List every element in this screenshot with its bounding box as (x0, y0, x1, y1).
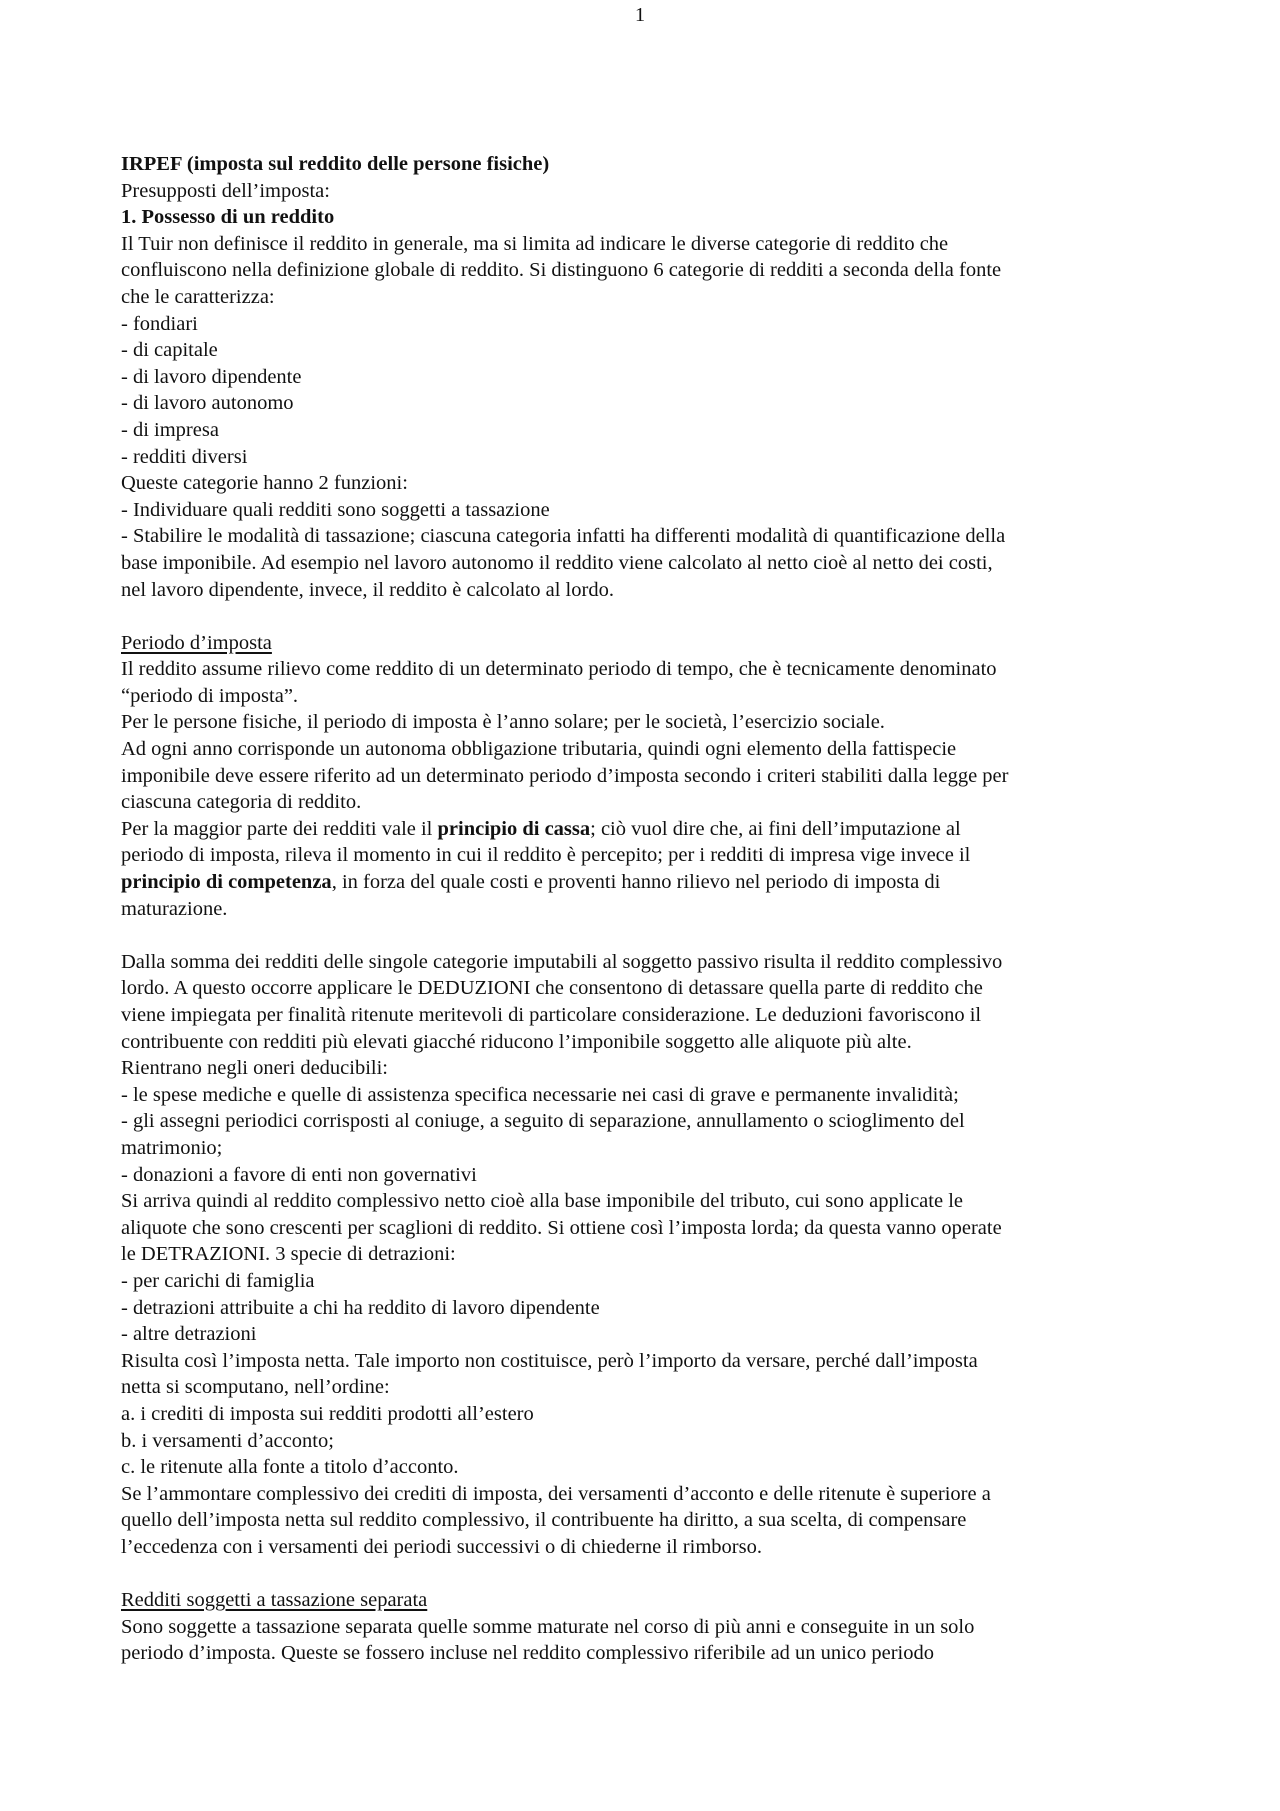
text-line: le DETRAZIONI. 3 specie di detrazioni: (121, 1243, 456, 1266)
cassa-paragraph (121, 816, 1166, 922)
text-line: matrimonio; (121, 1136, 223, 1159)
principio-cassa-term: principio di cassa (437, 817, 591, 840)
text-line: Risulta così l’imposta netta. Tale importo non costituisce, però l’importo da versare, perché dall’imposta (121, 1349, 978, 1372)
document-body (121, 151, 1166, 1667)
text-line: lordo. A questo occorre applicare le DEDUZIONI che consentono di detassare quella parte di reddito che (121, 977, 983, 1000)
text-line: viene impiegata per finalità ritenute meritevoli di particolare considerazione. Le deduzioni favoriscono il (121, 1004, 982, 1026)
section-heading-possesso: 1. Possesso di un reddito (121, 206, 335, 229)
list-item: - Individuare quali redditi sono soggetti a tassazione (121, 498, 550, 521)
list-item: c. le ritenute alla fonte a titolo d’acconto. (121, 1456, 459, 1479)
text-line: “periodo di imposta”. (121, 684, 299, 707)
text-line: Il reddito assume rilievo come reddito di un determinato periodo di tempo, che è tecnicamente denominato (121, 658, 997, 681)
text-line: netta si scomputano, nell’ordine: (121, 1376, 390, 1399)
text-line: periodo d’imposta. Queste se fossero incluse nel reddito complessivo riferibile ad un unico periodo (121, 1642, 934, 1665)
text-line: Ad ogni anno corrisponde un autonoma obbligazione tributaria, quindi ogni elemento della fattispecie (121, 738, 957, 761)
section-heading-separata: Redditi soggetti a tassazione separata (121, 1589, 428, 1612)
list-item: - Stabilire le modalità di tassazione; ciascuna categoria infatti ha differenti modalità di quantificazione della (121, 525, 1006, 548)
list-item: - di capitale (121, 339, 218, 362)
list-item: - le spese mediche e quelle di assistenza specifica necessarie nei casi di grave e permanente invalidità; (121, 1083, 959, 1106)
text-line: Il Tuir non definisce il reddito in generale, ma si limita ad indicare le diverse categorie di reddito che (121, 232, 949, 255)
separata-paragraph (121, 1614, 1166, 1667)
text-line: ciascuna categoria di reddito. (121, 791, 362, 814)
text-line (121, 816, 1166, 843)
section-heading-periodo: Periodo d’imposta (121, 631, 272, 654)
text-line: quello dell’imposta netta sul reddito complessivo, il contribuente ha diritto, a sua scelta, di compensare (121, 1509, 967, 1532)
text-line: Se l’ammontare complessivo dei crediti di imposta, dei versamenti d’acconto e delle ritenute è superiore a (121, 1482, 991, 1505)
paragraph-gap (121, 603, 1166, 630)
list-item: - gli assegni periodici corrisposti al coniuge, a seguito di separazione, annullamento o scioglimento del (121, 1110, 965, 1133)
functions-list (121, 497, 1166, 603)
intro-paragraph (121, 231, 1166, 311)
page-title: IRPEF (imposta sul reddito delle persone fisiche) (121, 153, 550, 175)
list-item: - di lavoro autonomo (121, 392, 294, 415)
list-item: - redditi diversi (121, 445, 248, 468)
text-run: ; ciò vuol dire che, ai fini dell’imputazione al (590, 817, 961, 840)
list-item: a. i crediti di imposta sui redditi prodotti all’estero (121, 1402, 534, 1425)
text-line: nel lavoro dipendente, invece, il reddito è calcolato al lordo. (121, 578, 614, 601)
text-line: Rientrano negli oneri deducibili: (121, 1057, 389, 1080)
text-line: Si arriva quindi al reddito complessivo netto cioè alla base imponibile del tributo, cui sono applicate le (121, 1190, 963, 1213)
text-line: imponibile deve essere riferito ad un determinato periodo d’imposta secondo i criteri stabiliti dalla legge per (121, 764, 1009, 787)
list-item: - fondiari (121, 312, 198, 335)
text-line: Dalla somma dei redditi delle singole categorie imputabili al soggetto passivo risulta il reddito complessivo (121, 950, 1003, 973)
somma-paragraph (121, 949, 1166, 1561)
list-item: - per carichi di famiglia (121, 1269, 315, 1292)
text-run: , in forza del quale costi e proventi hanno rilievo nel periodo di imposta di (331, 871, 941, 894)
paragraph-gap (121, 1560, 1166, 1587)
list-item: - detrazioni attribuite a chi ha reddito di lavoro dipendente (121, 1296, 600, 1319)
text-line: contribuente con redditi più elevati giacché riducono l’imponibile soggetto alle aliquote più alte. (121, 1030, 912, 1053)
text-line: l’eccedenza con i versamenti dei periodi successivi o di chiederne il rimborso. (121, 1535, 762, 1558)
functions-intro: Queste categorie hanno 2 funzioni: (121, 472, 408, 495)
text-line: che le caratterizza: (121, 285, 275, 308)
text-line: aliquote che sono crescenti per scaglioni di reddito. Si ottiene così l’imposta lorda; da questa vanno operate (121, 1216, 1002, 1239)
text-line: Sono soggette a tassazione separata quelle somme maturate nel corso di più anni e conseguite in un solo (121, 1615, 975, 1638)
list-item: - di impresa (121, 418, 219, 441)
list-item: - di lavoro dipendente (121, 365, 302, 388)
periodo-paragraph (121, 656, 1166, 816)
categories-list (121, 311, 1166, 471)
text-line: maturazione. (121, 897, 228, 920)
list-item: b. i versamenti d’acconto; (121, 1429, 334, 1452)
list-item: - altre detrazioni (121, 1323, 257, 1346)
text-run: Per la maggior parte dei redditi vale il (121, 817, 438, 840)
text-line: Per le persone fisiche, il periodo di imposta è l’anno solare; per le società, l’esercizio sociale. (121, 711, 885, 734)
paragraph-gap (121, 922, 1166, 949)
text-line: base imponibile. Ad esempio nel lavoro autonomo il reddito viene calcolato al netto cioè al netto dei costi, (121, 551, 993, 574)
text-line: confluiscono nella definizione globale di reddito. Si distinguono 6 categorie di redditi a seconda della fonte (121, 259, 1002, 282)
presupposti-label: Presupposti dell’imposta: (121, 179, 330, 202)
list-item: - donazioni a favore di enti non governativi (121, 1163, 477, 1186)
text-line (121, 869, 1166, 896)
text-line: periodo di imposta, rileva il momento in cui il reddito è percepito; per i redditi di impresa vige invece il (121, 844, 971, 867)
page-number: 1 (634, 4, 646, 26)
principio-competenza-term: principio di competenza (121, 871, 332, 894)
